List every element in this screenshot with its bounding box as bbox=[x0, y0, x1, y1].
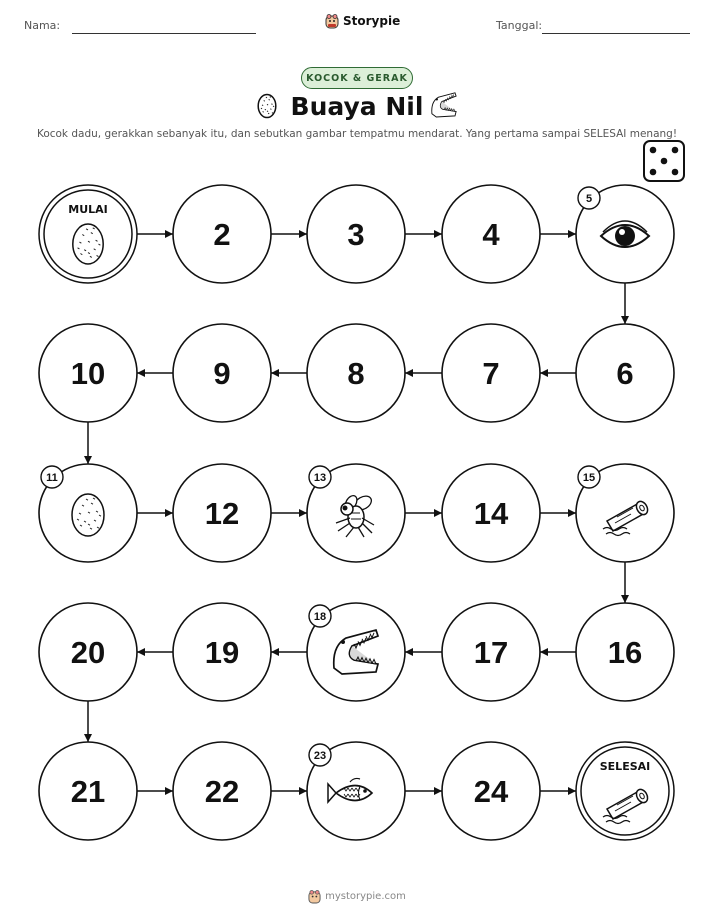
title-crocodile-icon bbox=[432, 93, 456, 117]
path-arrow bbox=[621, 283, 629, 324]
space-number: 12 bbox=[204, 496, 240, 531]
board-space-3 bbox=[307, 185, 405, 283]
name-label: Nama: bbox=[24, 19, 61, 32]
path-arrow bbox=[540, 648, 576, 656]
storypie-mascot-icon bbox=[308, 889, 321, 904]
board-space-8 bbox=[307, 324, 405, 422]
egg-icon bbox=[258, 94, 276, 117]
title-egg-icon bbox=[258, 94, 276, 117]
finish-label: SELESAI bbox=[599, 760, 651, 773]
activity-tag: KOCOK & GERAK bbox=[301, 67, 413, 89]
space-number: 3 bbox=[347, 217, 365, 252]
path-arrow bbox=[621, 562, 629, 603]
space-number: 14 bbox=[473, 496, 509, 531]
path-arrow bbox=[137, 509, 173, 517]
date-label: Tanggal: bbox=[496, 19, 543, 32]
path-arrow bbox=[540, 509, 576, 517]
path-arrow bbox=[271, 230, 307, 238]
space-number: 23 bbox=[313, 750, 327, 762]
egg-icon bbox=[72, 494, 104, 536]
space-number: 9 bbox=[213, 356, 231, 391]
board-space-5 bbox=[576, 185, 674, 283]
space-number-badge bbox=[309, 605, 331, 627]
space-number: 15 bbox=[582, 472, 596, 484]
space-number-badge bbox=[41, 466, 63, 488]
path-arrow bbox=[405, 648, 442, 656]
space-number: 19 bbox=[204, 635, 240, 670]
space-number: 10 bbox=[70, 356, 106, 391]
path-arrow bbox=[271, 648, 307, 656]
board-space-12 bbox=[173, 464, 271, 562]
board-space-20 bbox=[39, 603, 137, 701]
path-arrow bbox=[405, 230, 442, 238]
space-number: 4 bbox=[482, 217, 500, 252]
path-arrow bbox=[84, 422, 92, 464]
space-number: 2 bbox=[213, 217, 231, 252]
board-space-23 bbox=[307, 742, 405, 840]
path-arrow bbox=[405, 787, 442, 795]
space-number: 7 bbox=[482, 356, 500, 391]
path-arrow bbox=[540, 369, 576, 377]
board-space-22 bbox=[173, 742, 271, 840]
board-space-11 bbox=[39, 464, 137, 562]
board-space-19 bbox=[173, 603, 271, 701]
space-number-badge bbox=[309, 744, 331, 766]
board-space-10 bbox=[39, 324, 137, 422]
space-number: 11 bbox=[46, 472, 58, 484]
board-space-16 bbox=[576, 603, 674, 701]
path-arrow bbox=[540, 787, 576, 795]
board-space-21 bbox=[39, 742, 137, 840]
die-five-icon bbox=[644, 141, 684, 181]
footer bbox=[0, 889, 714, 904]
board-space-14 bbox=[442, 464, 540, 562]
board-space-17 bbox=[442, 603, 540, 701]
path-arrow bbox=[540, 230, 576, 238]
board-space-9 bbox=[173, 324, 271, 422]
start-label: MULAI bbox=[68, 203, 108, 216]
board-space-18 bbox=[307, 603, 405, 701]
board-space-13 bbox=[307, 464, 405, 562]
board-space-24 bbox=[442, 742, 540, 840]
board-space-25 bbox=[576, 742, 674, 840]
space-number: 8 bbox=[347, 356, 365, 391]
path-arrow bbox=[137, 369, 173, 377]
board-space-6 bbox=[576, 324, 674, 422]
egg-icon bbox=[73, 224, 103, 264]
space-number: 5 bbox=[585, 193, 593, 205]
space-number: 21 bbox=[70, 774, 106, 809]
board-space-2 bbox=[173, 185, 271, 283]
board-space-15 bbox=[576, 464, 674, 562]
board-space-7 bbox=[442, 324, 540, 422]
path-arrow bbox=[405, 369, 442, 377]
space-number: 22 bbox=[204, 774, 240, 809]
space-number-badge bbox=[578, 187, 600, 209]
space-number: 18 bbox=[313, 611, 327, 623]
space-number: 16 bbox=[607, 635, 643, 670]
board-space-1 bbox=[39, 185, 137, 283]
board-space-4 bbox=[442, 185, 540, 283]
space-number-badge bbox=[309, 466, 331, 488]
crocodile-icon bbox=[432, 93, 456, 117]
path-arrow bbox=[405, 509, 442, 517]
title-text: Buaya Nil bbox=[290, 92, 424, 121]
space-number: 20 bbox=[70, 635, 106, 670]
space-number: 13 bbox=[313, 472, 327, 484]
path-arrow bbox=[271, 787, 307, 795]
path-arrow bbox=[271, 369, 307, 377]
path-arrow bbox=[137, 787, 173, 795]
path-arrow bbox=[84, 701, 92, 742]
path-arrow bbox=[137, 648, 173, 656]
space-number: 17 bbox=[473, 635, 509, 670]
path-arrow bbox=[137, 230, 173, 238]
space-number: 24 bbox=[473, 774, 509, 809]
space-number: 6 bbox=[616, 356, 634, 391]
path-arrow bbox=[271, 509, 307, 517]
brand-name: Storypie bbox=[343, 14, 401, 28]
footer-site[interactable]: mystorypie.com bbox=[325, 891, 406, 902]
space-number-badge bbox=[578, 466, 600, 488]
instructions: Kocok dadu, gerakkan sebanyak itu, dan sebutkan gambar tempatmu mendarat. Yang pertama sampai SELESAI menang! bbox=[36, 128, 678, 140]
